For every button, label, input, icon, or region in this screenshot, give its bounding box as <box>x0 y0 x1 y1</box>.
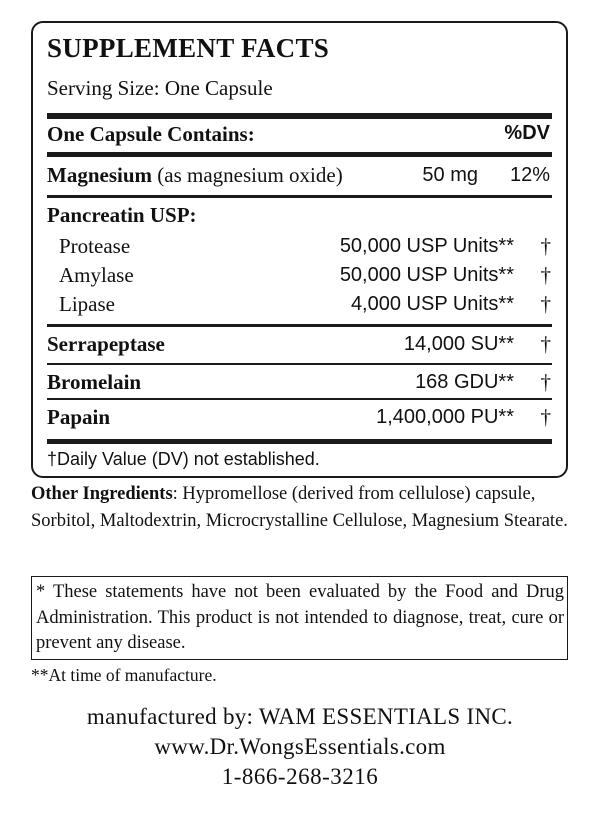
papain-dv: † <box>540 405 551 429</box>
thin-divider <box>47 363 552 365</box>
papain-name: Papain <box>47 405 111 429</box>
header-contains: One Capsule Contains: <box>47 122 255 146</box>
serrapeptase-name: Serrapeptase <box>47 332 165 356</box>
manufacturer-website: www.Dr.WongsEssentials.com <box>154 734 446 759</box>
thick-divider <box>47 324 552 327</box>
lipase-name: Lipase <box>59 292 115 316</box>
amylase-name: Amylase <box>59 263 134 287</box>
other-ingredients-text: : Hypromellose (derived from cellulose) capsule, Sorbitol, Maltodextrin, Microcrystalline Cellulose, Magnesium Stearate. <box>31 484 568 531</box>
serrapeptase-amount: 14,000 SU** <box>403 333 514 355</box>
magnesium-name: Magnesium <box>47 163 152 187</box>
bromelain-dv: † <box>540 370 551 394</box>
serving-size: Serving Size: One Capsule <box>47 76 273 100</box>
other-ingredients-label: Other Ingredients <box>31 484 173 504</box>
protease-amount: 50,000 USP Units** <box>339 235 514 257</box>
bromelain-name: Bromelain <box>47 370 142 394</box>
protease-dv: † <box>540 234 551 258</box>
fda-disclaimer-text: * These statements have not been evaluated by the Food and Drug Administration. This product is not intended to diagnose, treat, cure or prevent any disease. <box>36 582 564 653</box>
thick-divider <box>47 195 552 198</box>
facts-title: SUPPLEMENT FACTS <box>47 33 330 63</box>
amylase-dv: † <box>540 263 551 287</box>
dv-footnote: †Daily Value (DV) not established. <box>47 449 320 469</box>
lipase-amount: 4,000 USP Units** <box>350 293 514 315</box>
serrapeptase-dv: † <box>540 332 551 356</box>
other-ingredients <box>31 481 571 535</box>
magnesium-detail: (as magnesium oxide) <box>157 163 343 187</box>
magnesium-amount: 50 mg <box>422 164 478 186</box>
manufacturer-phone: 1-866-268-3216 <box>221 764 379 789</box>
thick-divider <box>47 439 552 444</box>
magnesium-dv: 12% <box>509 164 550 186</box>
header-dv: %DV <box>504 122 550 144</box>
thick-divider <box>47 152 552 157</box>
bromelain-amount: 168 GDU** <box>415 371 514 393</box>
manufacture-note: **At time of manufacture. <box>31 665 217 685</box>
supplement-facts-panel <box>31 21 568 478</box>
thin-divider <box>47 398 552 400</box>
thick-divider <box>47 113 552 119</box>
protease-name: Protease <box>59 234 131 258</box>
amylase-amount: 50,000 USP Units** <box>339 264 514 286</box>
manufacturer-line: manufactured by: WAM ESSENTIALS INC. <box>86 704 514 729</box>
magnesium-row <box>47 163 343 188</box>
pancreatin-name: Pancreatin USP: <box>47 203 197 227</box>
lipase-dv: † <box>540 292 551 316</box>
fda-disclaimer-box <box>31 576 568 660</box>
papain-amount: 1,400,000 PU** <box>376 406 514 428</box>
